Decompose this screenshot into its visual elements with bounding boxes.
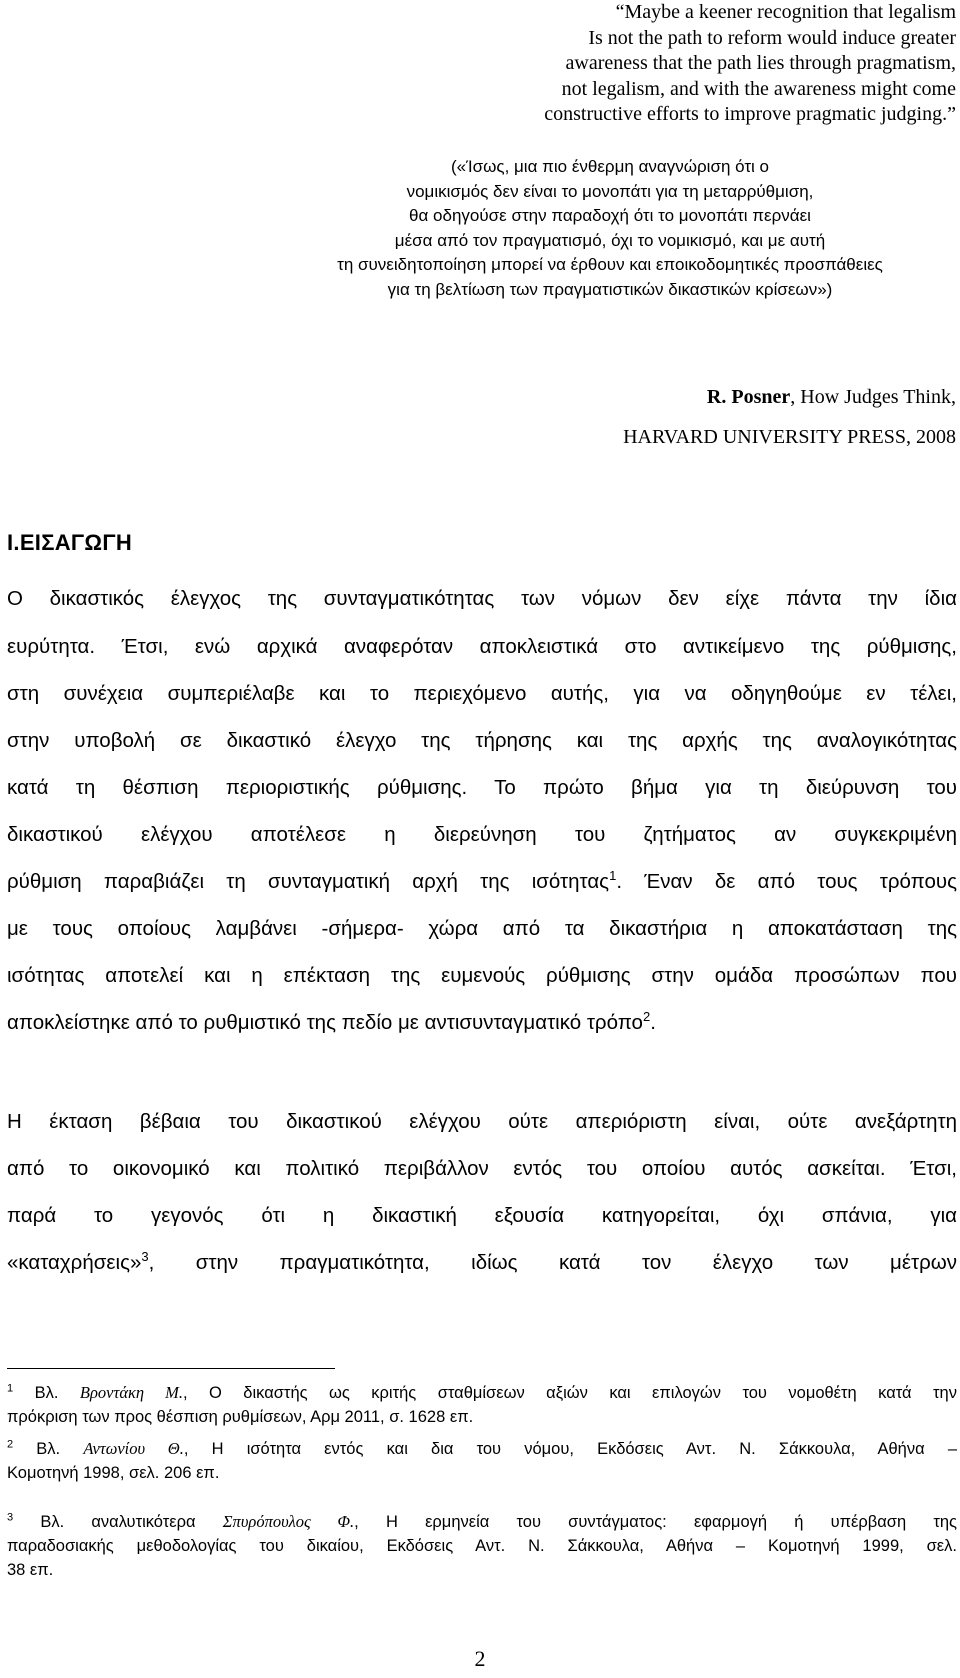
epigraph-english-line: not legalism, and with the awareness might come	[561, 77, 956, 100]
footnote-number: 1	[7, 1382, 14, 1395]
paragraph-line	[7, 1008, 957, 1038]
footnote-number: 2	[7, 1438, 14, 1451]
text-run: , στην πραγματικότητα, ιδίως κατά τον έλεγχο των μέτρων	[148, 1251, 957, 1274]
footnote-ref-3[interactable]: 3	[141, 1249, 149, 1265]
epigraph-publisher: HARVARD UNIVERSITY PRESS, 2008	[623, 426, 956, 448]
paragraph-line: ισότητας αποτελεί και η επέκταση της ευμενούς ρύθμισης στην ομάδα προσώπων που	[7, 964, 957, 987]
epigraph-greek-line: μέσα από τον πραγματισμό, όχι το νομικισμό, και με αυτή	[394, 230, 826, 250]
footnote-2-line: Κομοτηνή 1998, σελ. 206 επ.	[7, 1464, 220, 1482]
footnote-ref-2[interactable]: 2	[642, 1009, 651, 1025]
footnote-1-line	[7, 1381, 957, 1405]
footnote-1-line: πρόκριση των προς θέσπιση ρυθμίσεων, Αρμ 2011, σ. 1628 επ.	[7, 1408, 474, 1426]
paragraph-line	[7, 1248, 957, 1278]
epigraph-author: R. Posner	[706, 386, 791, 408]
paragraph-line: Ο δικαστικός έλεγχος της συνταγματικότητας των νόμων δεν είχε πάντα την ίδια	[7, 587, 957, 610]
epigraph-greek-line: θα οδηγούσε στην παραδοχή ότι το μονοπάτι περνάει	[409, 206, 811, 226]
paragraph-line: ευρύτητα. Έτσι, ενώ αρχικά αναφερόταν αποκλειστικά στο αντικείμενο της ρύθμισης,	[7, 635, 957, 658]
epigraph-english-line: constructive efforts to improve pragmatic judging.”	[544, 103, 956, 125]
footnote-3-line: παραδοσιακής μεθοδολογίας του δικαίου, Εκδόσεις Αντ. Ν. Σάκκουλα, Αθήνα – Κομοτηνή 1999, σελ.	[7, 1537, 957, 1555]
footnote-separator	[7, 1368, 335, 1369]
epigraph-greek	[260, 155, 960, 303]
footnote-2-line	[7, 1437, 957, 1461]
epigraph-english-line: awareness that the path lies through pragmatism,	[565, 52, 956, 74]
epigraph-english-line: “Maybe a keener recognition that legalism	[615, 1, 956, 23]
footnote-3-line	[7, 1510, 957, 1534]
text-run: Βλ.	[13, 1440, 84, 1458]
epigraph-greek-line: («Ίσως, μια πιο ένθερμη αναγνώριση ότι ο	[450, 157, 770, 176]
epigraph-attribution	[707, 386, 956, 409]
footnote-author: Σπυρόπουλος Φ.	[222, 1512, 355, 1531]
paragraph-line: στην υποβολή σε δικαστικό έλεγχο της τήρησης και της αρχής της αναλογικότητας	[7, 729, 957, 752]
paragraph-line: δικαστικού ελέγχου αποτέλεσε η διερεύνηση του ζητήματος αν συγκεκριμένη	[7, 823, 957, 846]
paragraph-line	[7, 867, 957, 897]
section-title: I.ΕΙΣΑΓΩΓΗ	[7, 530, 133, 555]
footnote-ref-1[interactable]: 1	[609, 868, 617, 884]
paragraph-line: Η έκταση βέβαια του δικαστικού ελέγχου ούτε απεριόριστη είναι, ούτε ανεξάρτητη	[7, 1110, 957, 1133]
text-run: , Η ερμηνεία του συντάγματος: εφαρμογή ή υπέρβαση της	[354, 1513, 957, 1531]
paragraph-line: στη συνέχεια συμπεριέλαβε και το περιεχόμενο αυτής, για να οδηγηθούμε εν τέλει,	[7, 682, 957, 705]
text-run: ρύθμιση παραβιάζει τη συνταγματική αρχή της ισότητας	[7, 870, 610, 893]
paragraph-line: από το οικονομικό και πολιτικό περιβάλλον εντός του οποίου αυτός ασκείται. Έτσι,	[7, 1157, 957, 1180]
text-run: . Έναν δε από τους τρόπους	[616, 870, 958, 893]
epigraph-english	[396, 0, 956, 128]
page-number: 2	[474, 1646, 486, 1671]
epigraph-greek-line: για τη βελτίωση των πραγματιστικών δικαστικών κρίσεων»)	[387, 279, 833, 299]
paragraph-line: με τους οποίους λαμβάνει -σήμερα- χώρα από τα δικαστήρια η αποκατάσταση της	[7, 917, 957, 940]
footnote-number: 3	[7, 1511, 14, 1524]
paragraph-line: παρά το γεγονός ότι η δικαστική εξουσία κατηγορείται, όχι σπάνια, για	[7, 1204, 957, 1227]
footnote-author: Αντωνίου Θ.	[83, 1439, 184, 1458]
paragraph-line: κατά τη θέσπιση περιοριστικής ρύθμισης. Το πρώτο βήμα για τη διεύρυνση του	[7, 776, 957, 799]
footnote-author: Βροντάκη Μ.	[79, 1383, 183, 1402]
text-run: .	[650, 1011, 656, 1034]
text-run: «καταχρήσεις»	[7, 1251, 142, 1274]
epigraph-greek-line: τη συνειδητοποίηση μπορεί να έρθουν και εποικοδομητικές προσπάθειες	[337, 255, 883, 275]
text-run: , Ο δικαστής ως κριτής σταθμίσεων αξιών και επιλογών του νομοθέτη κατά την	[182, 1384, 957, 1402]
footnote-3-line: 38 επ.	[7, 1561, 54, 1579]
epigraph-book: , How Judges Think,	[790, 386, 956, 408]
epigraph-greek-line: νομικισμός δεν είναι το μονοπάτι για τη μεταρρύθμιση,	[406, 181, 814, 201]
text-run: Βλ. αναλυτικότερα	[13, 1513, 223, 1531]
text-run: Βλ.	[13, 1384, 80, 1402]
text-run: αποκλείστηκε από το ρυθμιστικό της πεδίο με αντισυνταγματικό τρόπο	[7, 1011, 643, 1034]
text-run: , Η ισότητα εντός και δια του νόμου, Εκδόσεις Αντ. Ν. Σάκκουλα, Αθήνα –	[183, 1440, 957, 1458]
epigraph-english-line: Is not the path to reform would induce greater	[588, 26, 956, 49]
